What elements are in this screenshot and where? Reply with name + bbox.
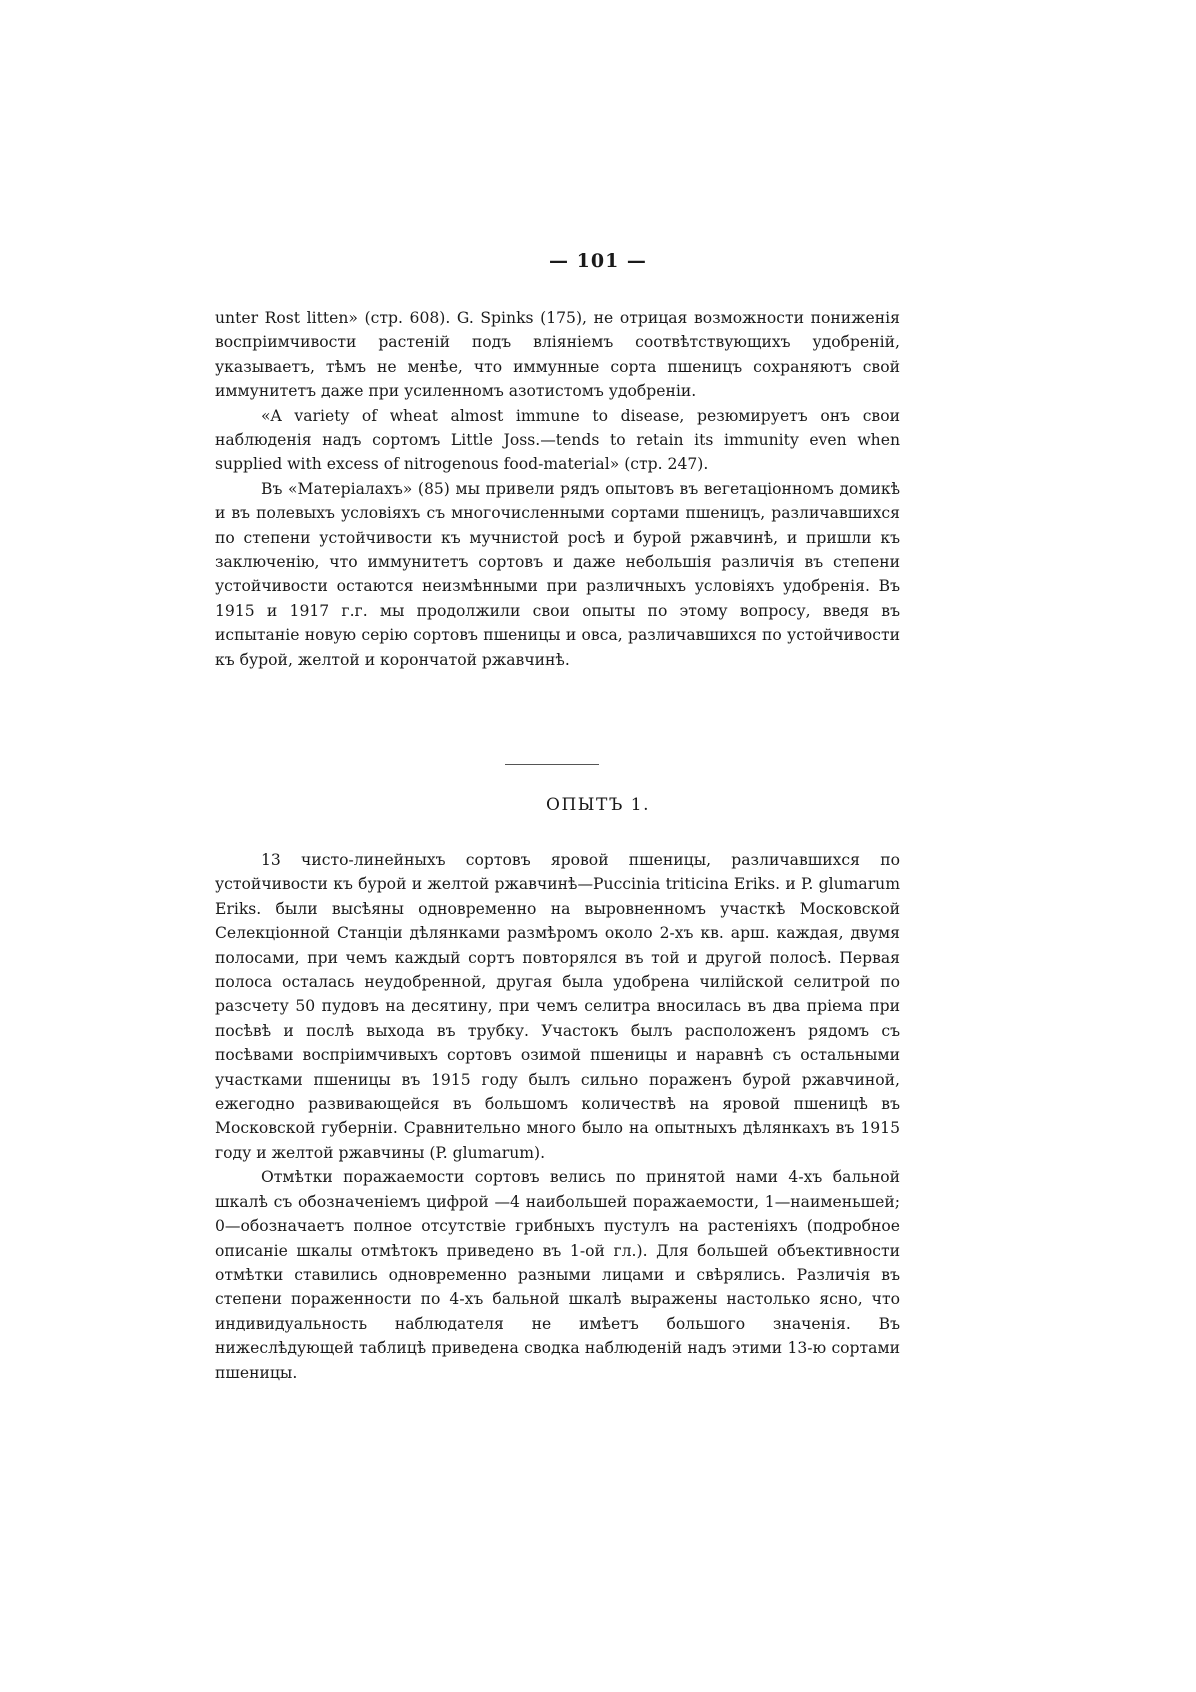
experiment-paragraph-1: 13 чисто-линейныхъ сортовъ яровой пшеницы, различавшихся по устойчивости къ бурой и желтой ржавчинѣ—Puccinia triticina Eriks. и P. glumarum Eriks. были высѣяны одновременно на выровненномъ участкѣ Московской Селекціонной Станціи дѣлянками размѣромъ около 2-хъ кв. арш. каждая, двумя полосами, при чемъ каждый сортъ повторялся въ той и другой полосѣ. Первая полоса осталась неудобренной, другая была удобрена чилійской селитрой по разсчету 50 пудовъ на десятину, при чемъ селитра вносилась въ два пріема при посѣвѣ и послѣ выхода въ трубку. Участокъ былъ расположенъ рядомъ съ посѣвами воспріимчивыхъ сортовъ озимой пшеницы и наравнѣ съ остальными участками пшеницы въ 1915 году былъ сильно пораженъ бурой ржавчиной, ежегодно развивающейся въ большомъ количествѣ на яровой пшеницѣ въ Московской губерніи. Сравнительно много было на опытныхъ дѣлянкахъ въ 1915 году и желтой ржавчины (P. glumarum). [215,851,900,1162]
experiment-text-block [215,848,900,1385]
section-divider [505,764,599,765]
intro-text-block [215,306,900,672]
page-number: — 101 — [549,250,647,272]
intro-paragraph-3: Въ «Матеріалахъ» (85) мы привели рядъ опытовъ въ вегетаціонномъ домикѣ и въ полевыхъ условіяхъ съ многочисленными сортами пшеницъ, различавшихся по степени устойчивости къ мучнистой росѣ и бурой ржавчинѣ, и пришли къ заключенію, что иммунитетъ сортовъ и даже небольшія различія въ степени устойчивости остаются неизмѣнными при различныхъ условіяхъ удобренія. Въ 1915 и 1917 г.г. мы продолжили свои опыты по этому вопросу, введя въ испытаніе новую серію сортовъ пшеницы и овса, различавшихся по устойчивости къ бурой, желтой и корончатой ржавчинѣ. [215,479,900,669]
intro-paragraph-1: unter Rost litten» (стр. 608). G. Spinks (175), не отрицая возможности пониженія воспріимчивости растеній подъ вліяніемъ соотвѣтствующихъ удобреній, указываетъ, тѣмъ не менѣе, что иммунные сорта пшеницъ сохраняютъ свой иммунитетъ даже при усиленномъ азотистомъ удобреніи. [215,309,900,401]
experiment-paragraph-2: Отмѣтки поражаемости сортовъ велись по принятой нами 4-хъ бальной шкалѣ съ обозначеніемъ цифрой —4 наибольшей поражаемости, 1—наименьшей; 0—обозначаетъ полное отсутствіе грибныхъ пустулъ на растеніяхъ (подробное описаніе шкалы отмѣтокъ приведено въ 1-ой гл.). Для большей объективности отмѣтки ставились одновременно разными лицами и свѣрялись. Различія въ степени пораженности по 4-хъ бальной шкалѣ выражены настолько ясно, что индивидуальность наблюдателя не имѣетъ большого значенія. Въ нижеслѣдующей таблицѣ приведена сводка наблюденій надъ этими 13-ю сортами пшеницы. [215,1168,900,1382]
experiment-heading: ОПЫТЪ 1. [546,795,650,815]
intro-paragraph-2: «A variety of wheat almost immune to disease, резюмируетъ онъ свои наблюденія надъ сортомъ Little Joss.—tends to retain its immunity even when supplied with excess of nitrogenous food-material» (стр. 247). [215,406,900,474]
